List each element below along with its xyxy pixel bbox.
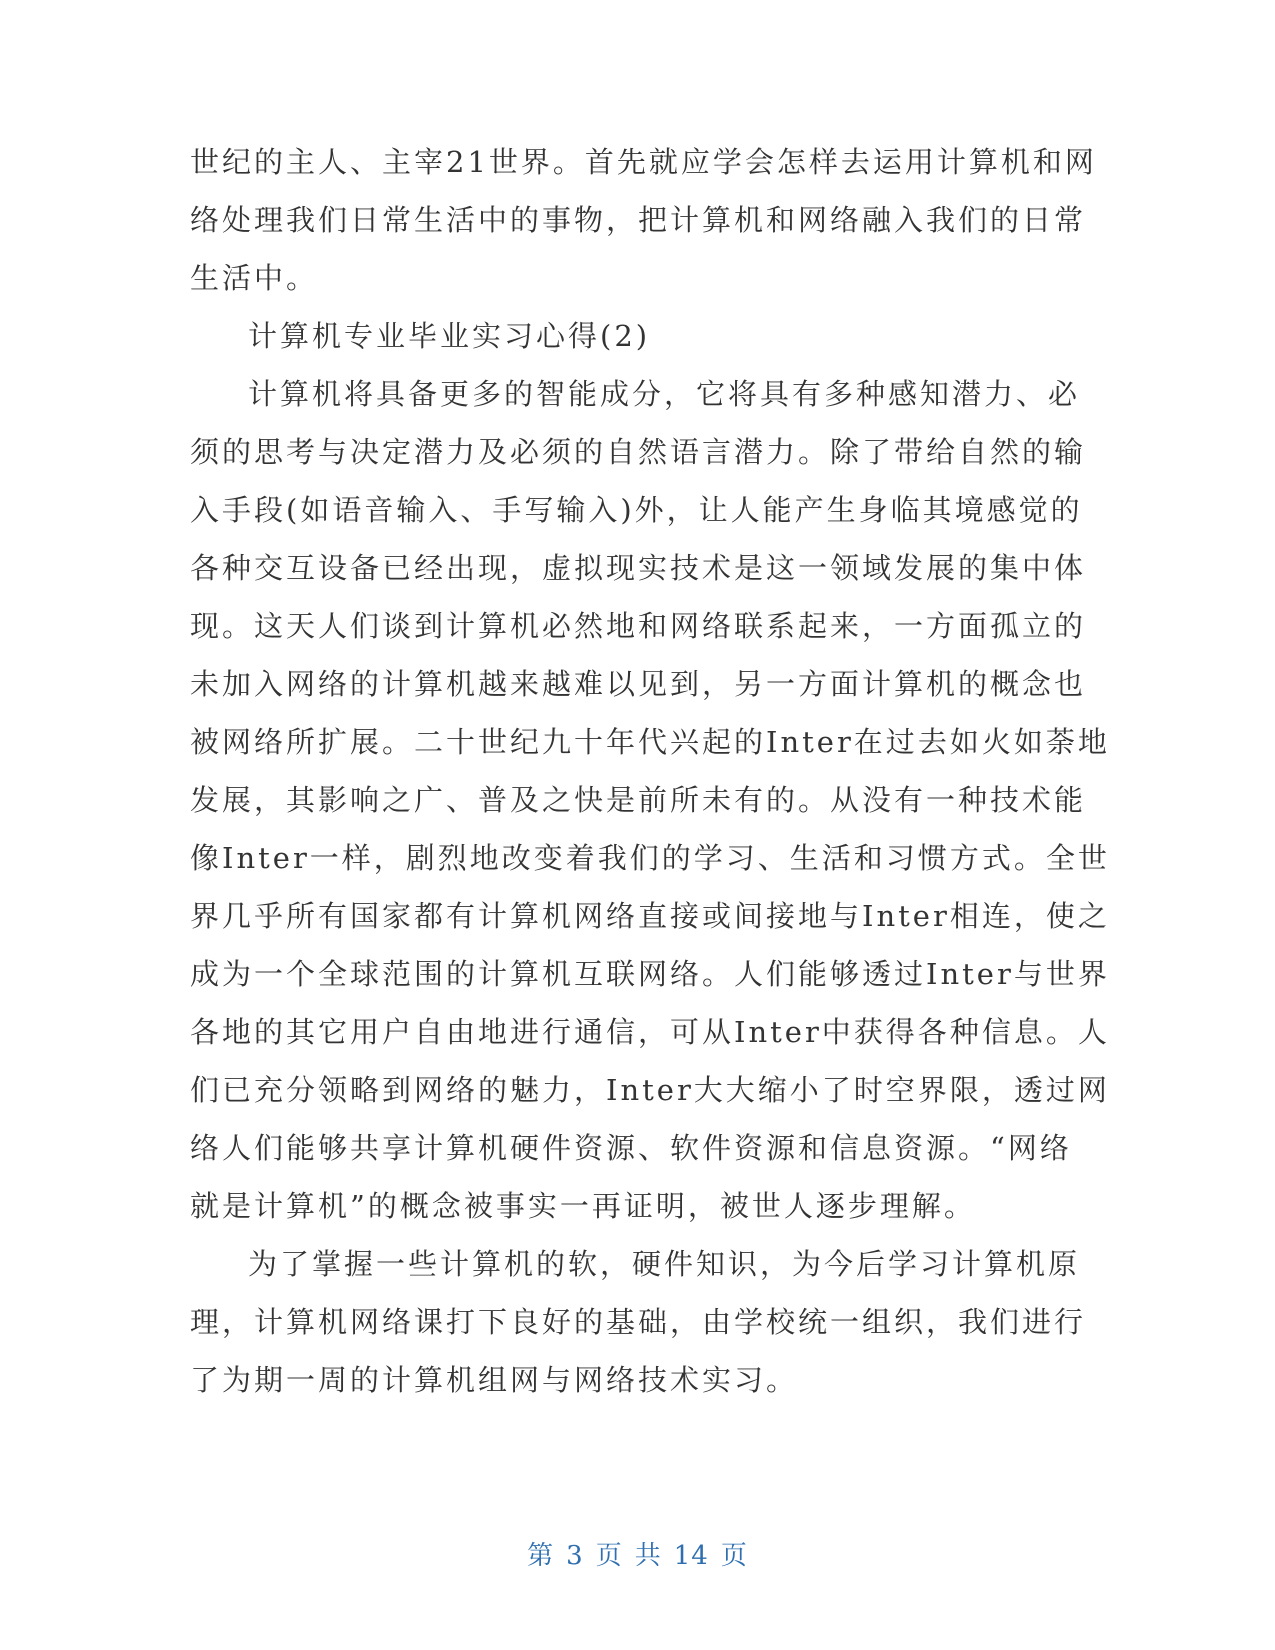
text-line: 了为期一周的计算机组网与网络技术实习。 (190, 1363, 799, 1397)
footer-page-word: 页 (595, 1541, 623, 1571)
text-line: 成为一个全球范围的计算机互联网络。人们能够透过Inter与世界 (190, 957, 1110, 991)
text-line: 为了掌握一些计算机的软，硬件知识，为今后学习计算机原 (248, 1247, 1081, 1281)
text-line: 未加入网络的计算机越来越难以见到，另一方面计算机的概念也 (190, 667, 1087, 701)
text-line: 像Inter一样，剧烈地改变着我们的学习、生活和习惯方式。全世 (190, 841, 1110, 875)
text-line: 各地的其它用户自由地进行通信，可从Inter中获得各种信息。人 (190, 1015, 1110, 1049)
text-line: 络人们能够共享计算机硬件资源、软件资源和信息资源。“网络 (190, 1131, 1072, 1165)
section-heading: 计算机专业毕业实习心得(2) (248, 319, 651, 353)
text-line: 发展，其影响之广、普及之快是前所未有的。从没有一种技术能 (190, 783, 1087, 817)
text-line: 世纪的主人、主宰21世界。首先就应学会怎样去运用计算机和网 (190, 145, 1097, 179)
text-line: 们已充分领略到网络的魅力，Inter大大缩小了时空界限，透过网 (190, 1073, 1110, 1107)
text-line: 各种交互设备已经出现，虚拟现实技术是这一领域发展的集中体 (190, 551, 1087, 585)
footer-prefix: 第 (527, 1541, 555, 1571)
footer-suffix: 页 (720, 1541, 748, 1571)
current-page-number: 3 (566, 1541, 584, 1571)
text-line: 须的思考与决定潜力及必须的自然语言潜力。除了带给自然的输 (190, 435, 1087, 469)
text-line: 理，计算机网络课打下良好的基础，由学校统一组织，我们进行 (190, 1305, 1087, 1339)
text-line: 被网络所扩展。二十世纪九十年代兴起的Inter在过去如火如荼地 (190, 725, 1110, 759)
text-line: 现。这天人们谈到计算机必然地和网络联系起来，一方面孤立的 (190, 609, 1087, 643)
text-line: 界几乎所有国家都有计算机网络直接或间接地与Inter相连，使之 (190, 899, 1110, 933)
total-pages-number: 14 (673, 1541, 709, 1571)
text-line: 入手段(如语音输入、手写输入)外，让人能产生身临其境感觉的 (190, 493, 1083, 527)
text-line: 计算机将具备更多的智能成分，它将具有多种感知潜力、必 (248, 377, 1081, 411)
text-line: 就是计算机”的概念被事实一再证明，被世人逐步理解。 (190, 1189, 976, 1223)
footer-total-word: 共 (634, 1541, 662, 1571)
text-line: 络处理我们日常生活中的事物，把计算机和网络融入我们的日常 (190, 203, 1087, 237)
page-number-footer (0, 1535, 1275, 1572)
text-line: 生活中。 (190, 261, 319, 295)
